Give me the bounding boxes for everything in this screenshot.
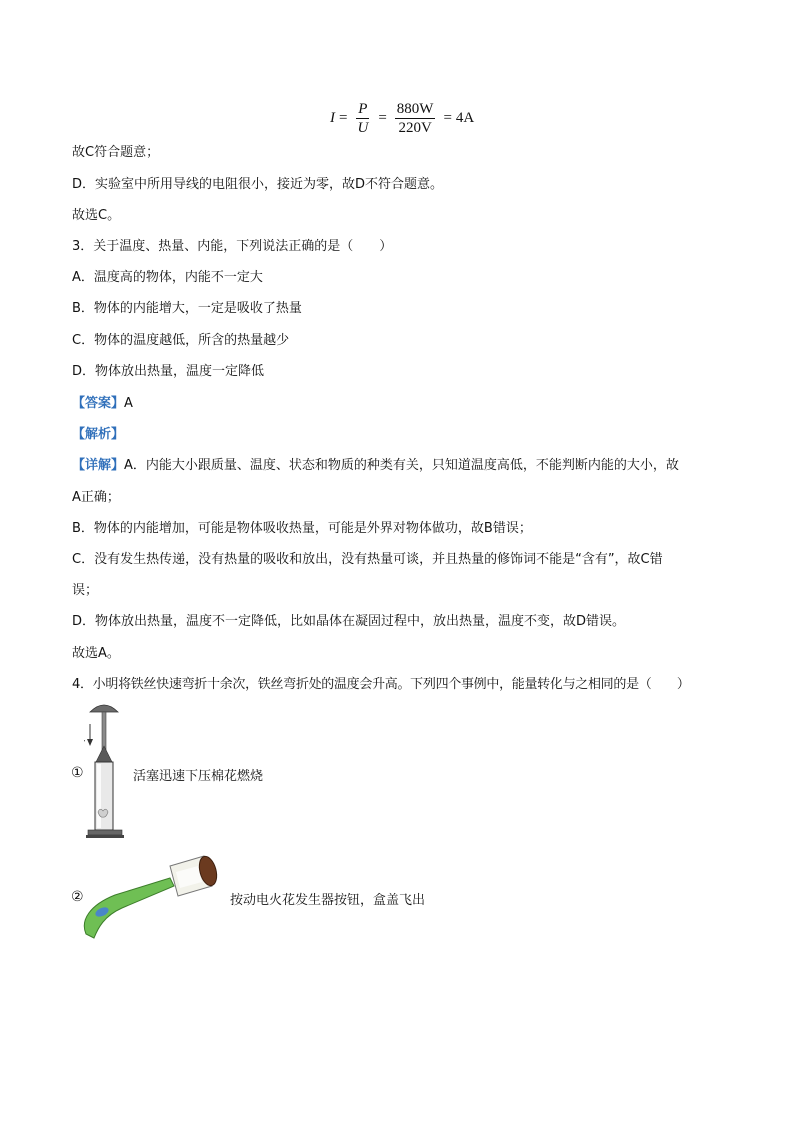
option-1-caption: 活塞迅速下压棉花燃烧	[133, 769, 264, 784]
answer-value: A	[124, 396, 133, 411]
syringe-cap	[90, 705, 118, 712]
text-line: 故选A。	[72, 646, 120, 661]
answer-tag: 【答案】	[72, 396, 125, 411]
fraction-numerator-value: 880W	[396, 100, 434, 117]
detail-tag: 【详解】	[72, 458, 125, 473]
text-line: A正确；	[72, 490, 120, 505]
answer-line	[72, 395, 133, 413]
fraction-denominator-value: 220V	[398, 119, 432, 136]
analysis-line	[72, 426, 124, 444]
text-line: C．没有发生热传递，没有热量的吸收和放出，没有热量可谈，并且热量的修饰词不能是“含有”，故C错	[72, 552, 663, 567]
formula-lhs: I	[330, 109, 335, 126]
formula-result: 4A	[455, 109, 475, 126]
text-line: 故C符合题意；	[72, 145, 160, 160]
down-arrow-icon	[86, 724, 94, 748]
question-4-stem: 4．小明将铁丝快速弯折十余次，铁丝弯折处的温度会升高。下列四个事例中，能量转化与之相同的是（ ）	[72, 677, 690, 692]
option-1-number: ①	[71, 765, 84, 781]
fraction-denominator: U	[357, 119, 369, 136]
formula-eq2: =	[378, 109, 387, 126]
text-line: D．实验室中所用导线的电阻很小，接近为零，故D不符合题意。	[72, 177, 444, 192]
option-a: A．温度高的物体，内能不一定大	[72, 270, 263, 285]
piston-syringe-illustration	[84, 700, 132, 845]
syringe-cone	[96, 746, 112, 762]
option-d: D．物体放出热量，温度一定降低	[72, 364, 265, 379]
analysis-tag: 【解析】	[72, 427, 125, 442]
current-formula	[330, 96, 474, 140]
detail-text: A．内能大小跟质量、温度、状态和物质的种类有关，只知道温度高低，不能判断内能的大小，故	[124, 458, 679, 473]
detail-line	[72, 457, 679, 475]
fraction-p-over-u	[355, 101, 370, 136]
text-line: 故选C。	[72, 208, 121, 223]
formula-eq1: =	[339, 109, 348, 126]
option-2-caption: 按动电火花发生器按钮，盒盖飞出	[230, 893, 426, 908]
text-line: D．物体放出热量，温度不一定降低，比如晶体在凝固过程中，放出热量，温度不变，故D错误。	[72, 614, 626, 629]
fraction-values	[395, 101, 436, 136]
option-2-number: ②	[71, 889, 84, 905]
spark-generator-illustration	[80, 850, 230, 942]
formula-eq3: =	[443, 109, 452, 126]
question-3-stem: 3．关于温度、热量、内能，下列说法正确的是（ ）	[72, 239, 393, 254]
syringe-base	[88, 830, 122, 835]
option-c: C．物体的温度越低，所含的热量越少	[72, 333, 290, 348]
fraction-numerator: P	[358, 100, 368, 117]
option-b: B．物体的内能增大，一定是吸收了热量	[72, 301, 302, 316]
generator-handle	[84, 878, 174, 938]
text-line: B．物体的内能增加，可能是物体吸收热量，可能是外界对物体做功，故B错误；	[72, 521, 532, 536]
text-line: 误；	[72, 583, 99, 598]
